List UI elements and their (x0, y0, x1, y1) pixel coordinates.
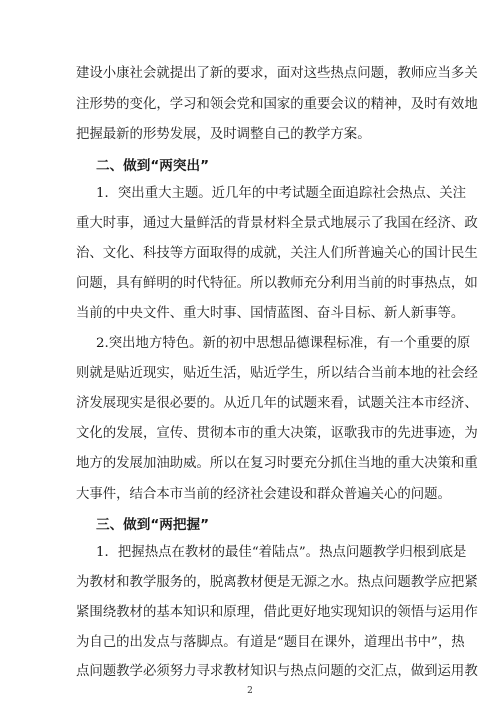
page-number: 2 (247, 686, 253, 696)
paragraph-line: 为教材和教学服务的，脱离教材便是无源之水。热点问题教学应把紧 (76, 575, 478, 590)
paragraph-line: 重大时事，通过大量鲜活的背景材料全景式地展示了我国在经济、政 (76, 216, 478, 231)
paragraph-line: 为自己的出发点与落脚点。有道是“题目在课外，道理出书中”，热 (76, 635, 465, 650)
paragraph-line: 1．把握热点在教材的最佳“着陆点”。热点问题教学归根到底是 (96, 545, 467, 560)
paragraph-line: 文化的发展，宣传、贯彻本市的重大决策，讴歌我市的先进事迹，为 (76, 426, 478, 441)
paragraph-line: 注形势的变化，学习和领会党和国家的重要会议的精神，及时有效地 (76, 97, 478, 112)
paragraph-line: 紧围绕教材的基本知识和原理，借此更好地实现知识的领悟与运用作 (76, 605, 478, 620)
paragraph-line: 当前的中央文件、重大时事、国情蓝图、奋斗目标、新人新事等。 (76, 306, 465, 321)
paragraph-line: 2.突出地方特色。新的初中思想品德课程标准，有一个重要的原 (96, 336, 471, 351)
paragraph-line: 1．突出重大主题。近几年的中考试题全面追踪社会热点、关注 (96, 186, 467, 201)
paragraph-line: 大事件，结合本市当前的经济社会建设和群众普遍关心的问题。 (76, 487, 451, 502)
paragraph-line: 问题，具有鲜明的时代特征。所以教师充分利用当前的时事热点，如 (76, 276, 478, 291)
paragraph-line: 建设小康社会就提出了新的要求，面对这些热点问题，教师应当多关 (76, 66, 478, 81)
paragraph-line: 地方的发展加油助威。所以在复习时要充分抓住当地的重大决策和重 (76, 456, 478, 471)
section-heading: 二、做到“两突出” (96, 158, 210, 174)
section-heading: 三、做到“两把握” (96, 517, 210, 533)
paragraph-line: 把握最新的形势发展，及时调整自己的教学方案。 (76, 127, 371, 142)
paragraph-line: 则就是贴近现实，贴近生活，贴近学生，所以结合当前本地的社会经 (76, 366, 478, 381)
paragraph-line: 济发展现实是很必要的。从近几年的试题来看，试题关注本市经济、 (76, 396, 478, 411)
paragraph-line: 治、文化、科技等方面取得的成就，关注人们所普遍关心的国计民生 (76, 246, 478, 261)
paragraph-line: 点问题教学必须努力寻求教材知识与热点问题的交汇点，做到运用教 (76, 664, 478, 679)
